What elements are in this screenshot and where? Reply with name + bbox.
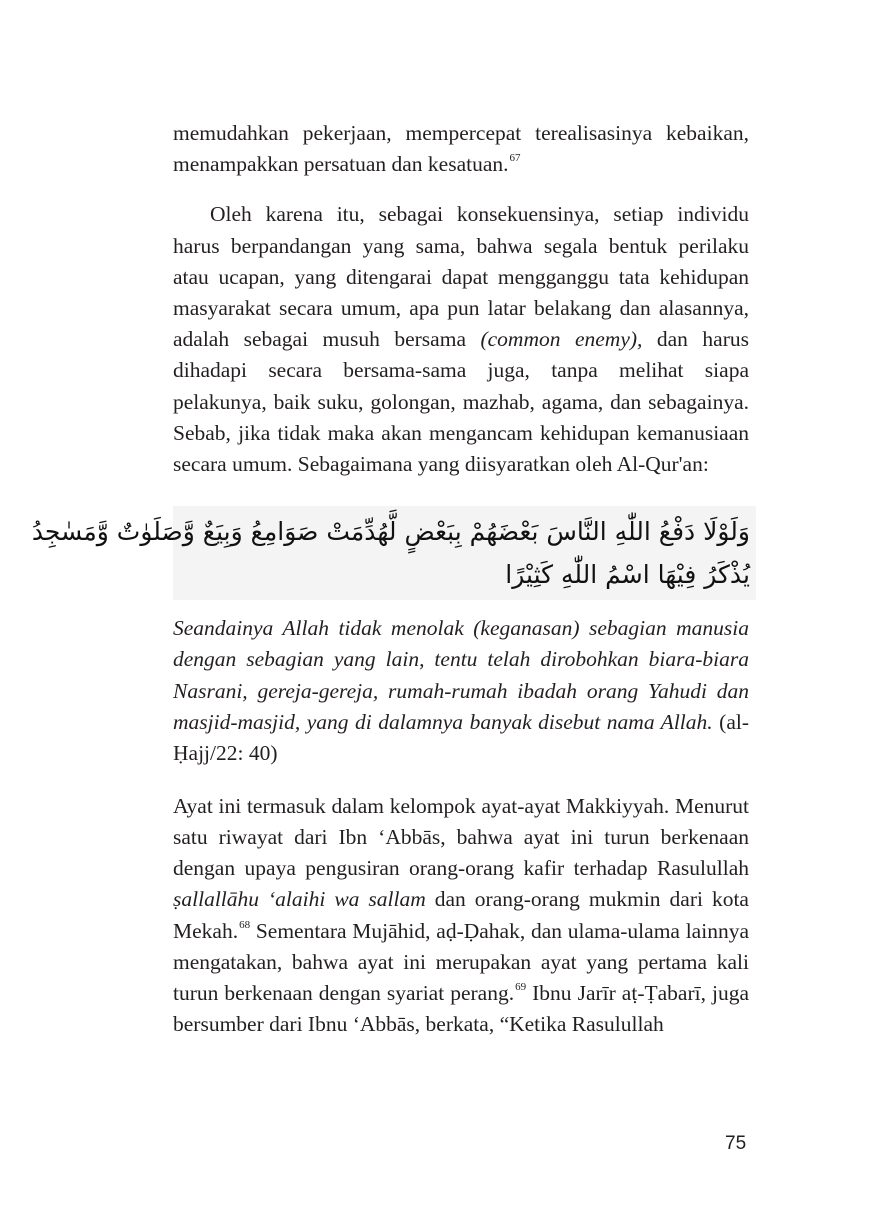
verse-reference: (al-Ḥajj/22: 40)	[173, 709, 750, 766]
paragraph-2-text-cont: dan harus dihadapi secara bersama-sama juga, tanpa melihat siapa pelakunya, baik suku, golongan, mazhab, agama, dan sebagainya. Sebab, jika tidak maka akan mengancam kehidupan kemanusiaan secara umum. Sebagaimana yang diisyaratkan oleh Al-Qur'an:	[173, 327, 749, 477]
paragraph-2-italic: (common enemy),	[480, 327, 643, 352]
paragraph-3-italic: ṣallallāhu ‘alaihi wa sallam	[173, 887, 426, 912]
verse-translation	[173, 613, 749, 769]
paragraph-3-text-cont: dan orang-orang mukmin dari kota Mekah.	[173, 887, 749, 943]
quran-verse-arabic	[31, 506, 756, 600]
page-number: 75	[725, 1133, 747, 1154]
paragraph-3-text-cont-2: Sementara Mujāhid, aḍ-Ḍahak, dan ulama-ulama lainnya mengatakan, bahwa ayat ini merupakan ayat yang pertama kali turun berkenaan dengan syariat perang.	[173, 918, 749, 1005]
paragraph-2	[173, 199, 749, 480]
footnote-ref-67[interactable]: 67	[509, 152, 521, 165]
footnote-ref-69[interactable]: 69	[515, 980, 527, 993]
paragraph-2-text: Oleh karena itu, sebagai konsekuensinya, setiap individu harus berpandangan yang sama, bahwa segala bentuk perilaku atau ucapan, yang ditengarai dapat mengganggu tata kehidupan masyarakat secara umum, apa pun latar belakang dan alasannya, adalah sebagai musuh bersama	[173, 202, 749, 352]
arabic-line-1: وَلَوْلَا دَفْعُ اللّٰهِ النَّاسَ بَعْضَهُمْ بِبَعْضٍ لَّهُدِّمَتْ صَوَامِعُ وَبِيَعٌ وَّصَلَوٰتٌ وَّمَسٰجِدُ	[31, 517, 750, 547]
paragraph-3-text-cont-3: Ibnu Jarīr aṭ-Ṭabarī, juga bersumber dari Ibnu ‘Abbās, berkata, “Ketika Rasulullah	[173, 980, 750, 1037]
paragraph-3-text: Ayat ini termasuk dalam kelompok ayat-ayat Makkiyyah. Menurut satu riwayat dari Ibn ‘Abbās, bahwa ayat ini turun berkenaan dengan upaya pengusiran orang-orang kafir terhadap Rasulullah	[173, 793, 749, 881]
page-body	[31, 118, 750, 1040]
footnote-ref-68[interactable]: 68	[239, 918, 251, 931]
paragraph-1	[173, 118, 749, 180]
paragraph-3	[173, 791, 749, 1041]
arabic-line-2: يُذْكَرُ فِيْهَا اسْمُ اللّٰهِ كَثِيْرًا	[505, 560, 750, 590]
paragraph-1-text: memudahkan pekerjaan, mempercepat terealisasinya kebaikan, menampakkan persatuan dan kesatuan.	[173, 121, 749, 177]
verse-translation-text: Seandainya Allah tidak menolak (keganasan) sebagian manusia dengan sebagian yang lain, tentu telah dirobohkan biara-biara Nasrani, gereja-gereja, rumah-rumah ibadah orang Yahudi dan masjid-masjid, yang di dalamnya banyak disebut nama Allah.	[173, 616, 749, 734]
